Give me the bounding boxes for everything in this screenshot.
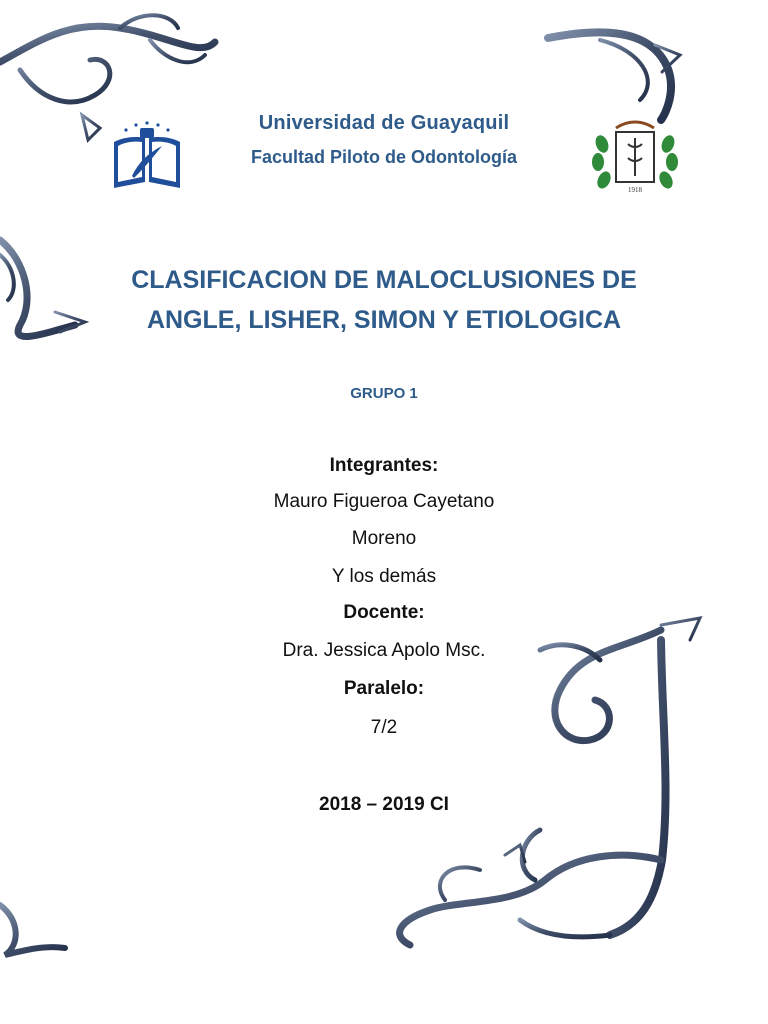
teacher-name: Dra. Jessica Apolo Msc.	[282, 640, 486, 661]
member-name-1: Mauro Figueroa Cayetano	[273, 491, 495, 512]
parallel-value: 7/2	[370, 717, 398, 738]
document-title	[110, 260, 658, 340]
top-left-scroll	[0, 26, 215, 62]
teacher-label: Docente:	[343, 602, 425, 623]
institution-header	[200, 112, 568, 168]
parallel-label: Paralelo:	[343, 678, 425, 699]
faculty-name: Facultad Piloto de Odontología	[251, 147, 517, 167]
left-mid-scroll	[0, 240, 75, 337]
top-right-scroll	[548, 32, 671, 120]
title-line-2: ANGLE, LISHER, SIMON Y ETIOLOGICA	[146, 306, 622, 334]
odontology-faculty-seal	[588, 114, 682, 198]
seal-year: 1918	[628, 186, 642, 194]
academic-period: 2018 – 2019 CI	[319, 794, 449, 815]
member-name-2: Moreno	[351, 528, 417, 549]
university-name: Universidad de Guayaquil	[258, 112, 510, 134]
university-book-quill-logo	[108, 118, 186, 194]
members-label: Integrantes:	[329, 455, 439, 476]
group-label: GRUPO 1	[350, 385, 418, 402]
bottom-left-scroll	[0, 905, 65, 955]
member-name-3: Y los demás	[331, 566, 437, 587]
title-line-1: CLASIFICACION DE MALOCLUSIONES DE	[131, 266, 637, 294]
